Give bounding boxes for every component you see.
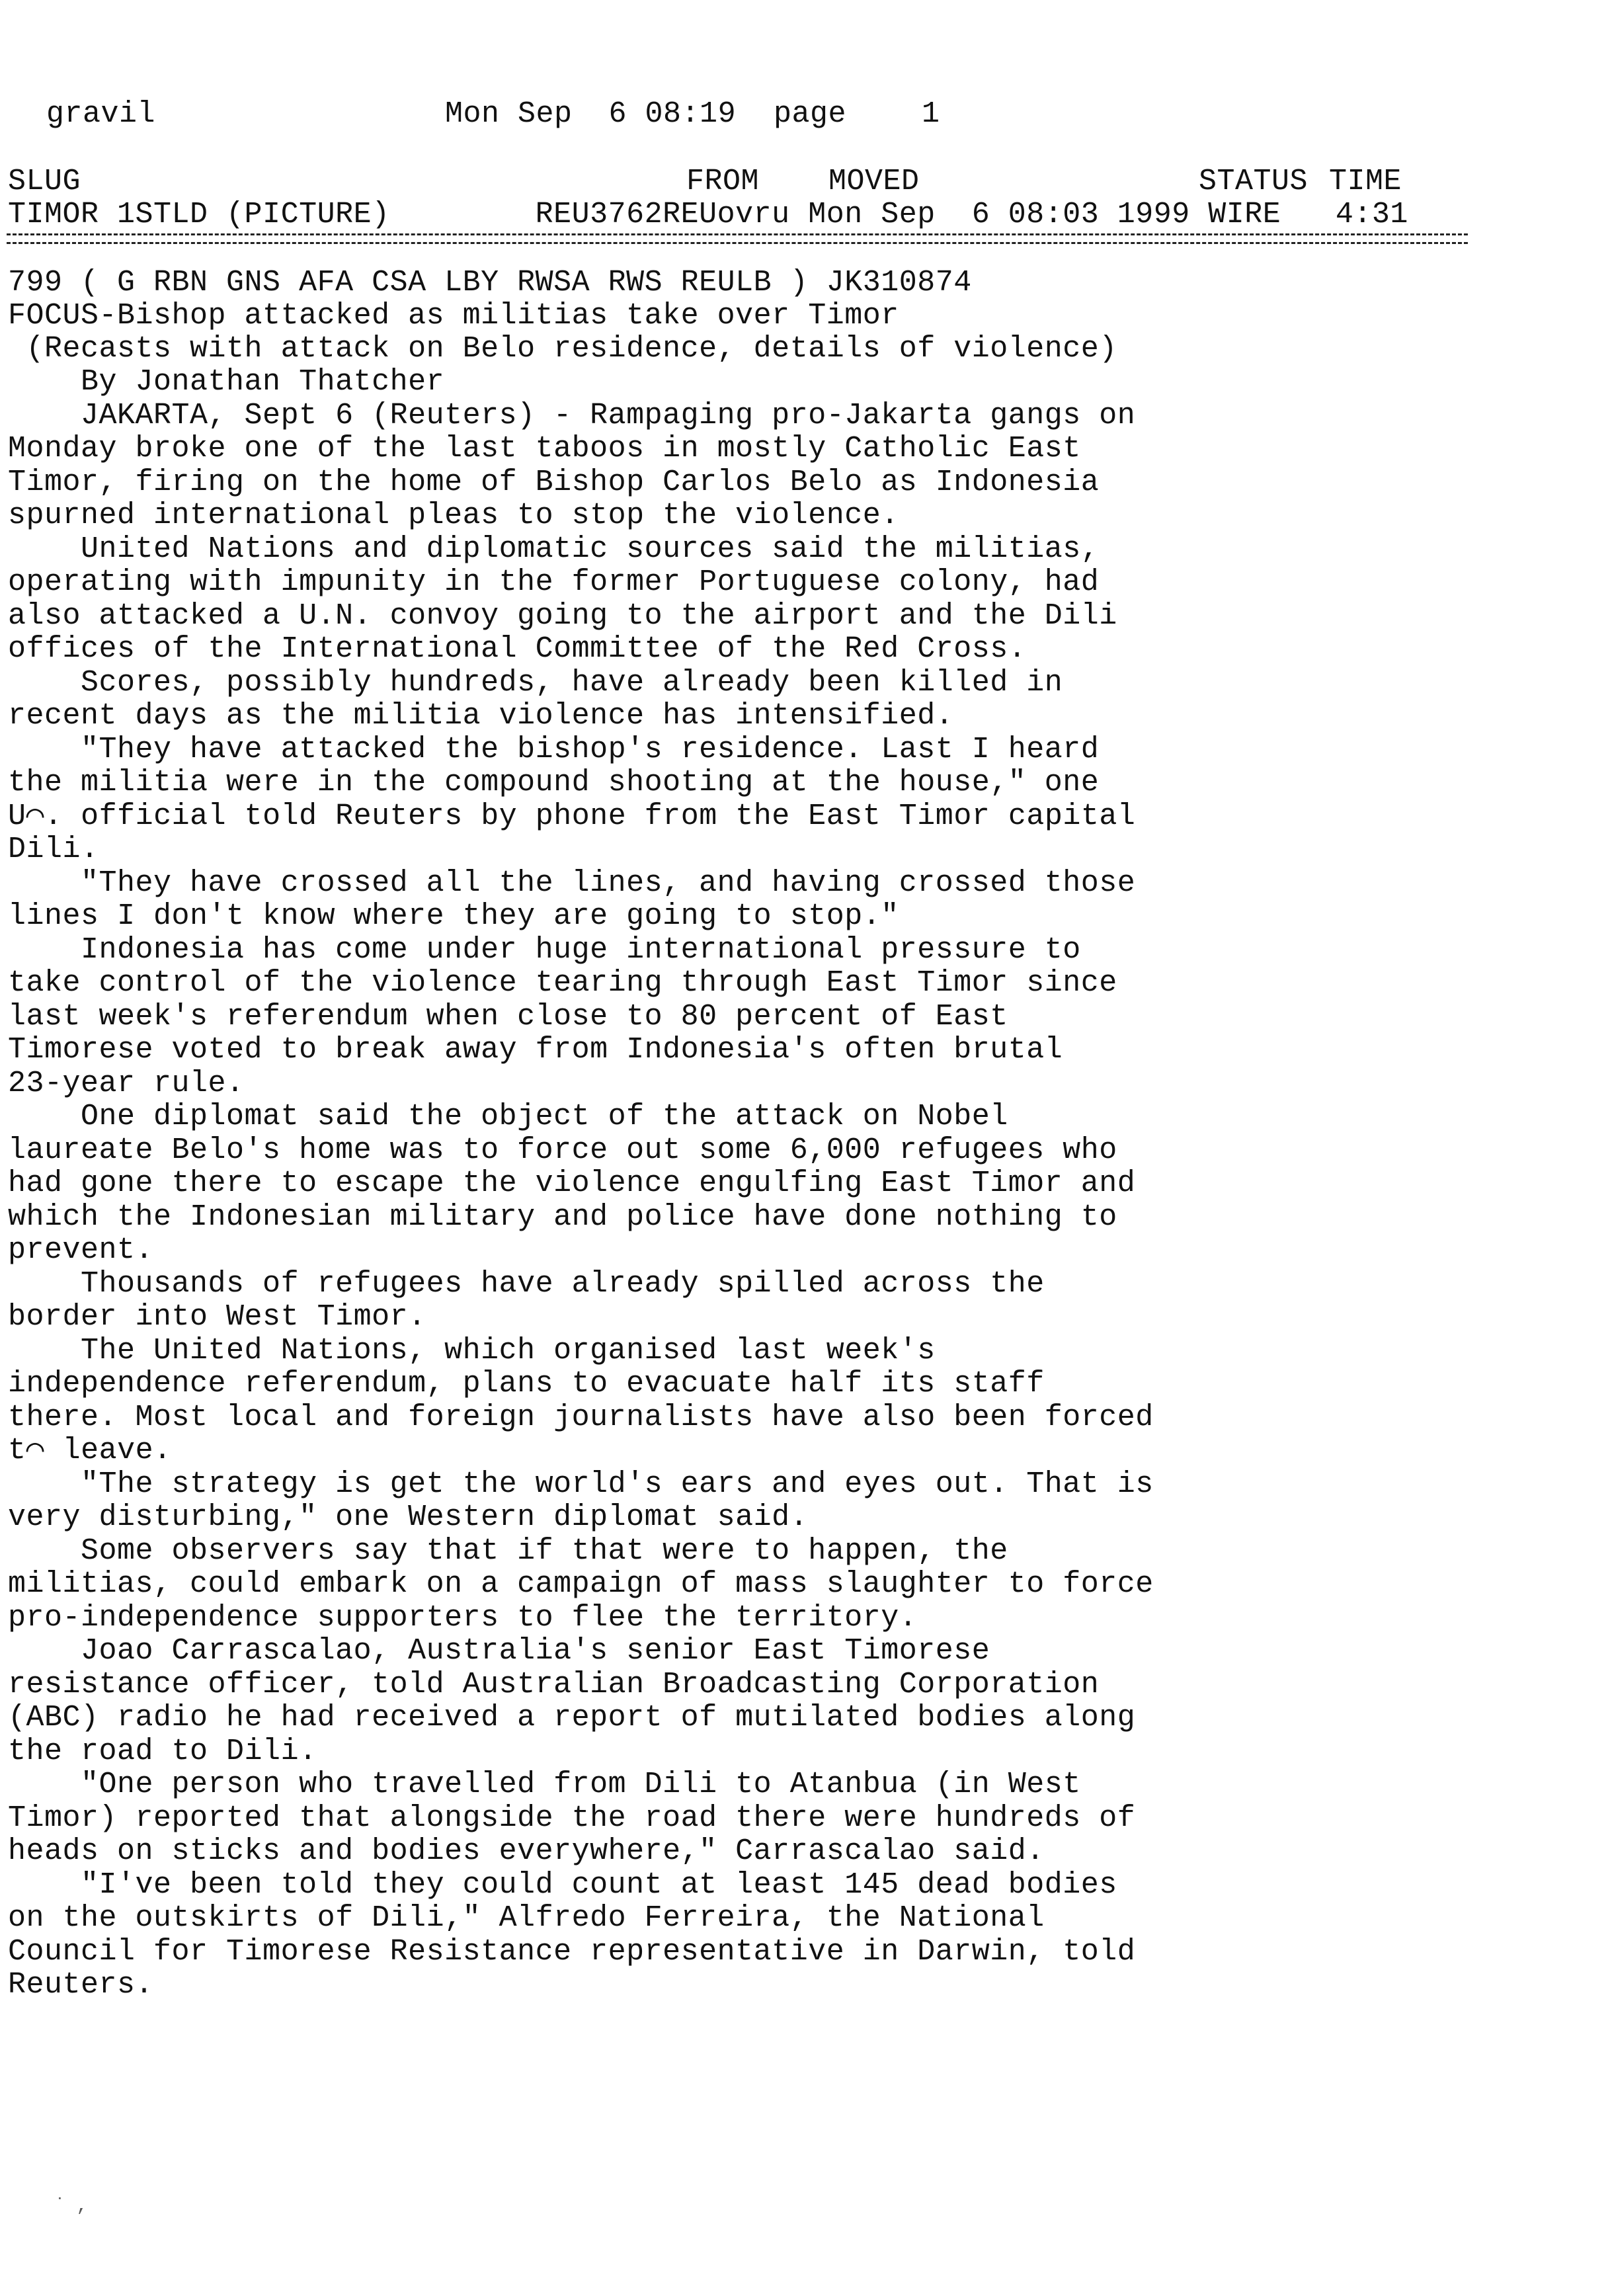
story-line: "The strategy is get the world's ears and eyes out. That is bbox=[8, 1467, 1154, 1501]
column-header-moved: MOVED bbox=[828, 165, 920, 198]
story-line: By Jonathan Thatcher bbox=[8, 365, 445, 399]
story-line: Scores, possibly hundreds, have already been killed in bbox=[8, 665, 1063, 700]
story-line: "One person who travelled from Dili to Atanbua (in West bbox=[8, 1768, 1081, 1801]
story-line: 23-year rule. bbox=[8, 1066, 245, 1100]
story-line: operating with impunity in the former Portuguese colony, had bbox=[8, 565, 1100, 599]
story-line: Timor) reported that alongside the road there were hundreds of bbox=[8, 1801, 1136, 1835]
story-line: Reuters. bbox=[8, 1968, 154, 2002]
story-line: Some observers say that if that were to happen, the bbox=[8, 1534, 1008, 1568]
story-line: the militia were in the compound shooting at the house," one bbox=[8, 766, 1100, 800]
story-line: Indonesia has come under huge international pressure to bbox=[8, 932, 1081, 967]
story-line: there. Most local and foreign journalists have also been forced bbox=[8, 1400, 1154, 1434]
page-mark: ˙ , bbox=[54, 2196, 88, 2217]
header-user: gravil bbox=[46, 97, 156, 131]
story-line: spurned international pleas to stop the violence. bbox=[8, 499, 899, 532]
story-line: Joao Carrascalao, Australia's senior East Timorese bbox=[8, 1634, 990, 1668]
story-line: U⌒. official told Reuters by phone from the East Timor capital bbox=[8, 799, 1136, 833]
story-line: Dili. bbox=[8, 833, 99, 866]
story-line: heads on sticks and bodies everywhere," Carrascalao said. bbox=[8, 1834, 1045, 1868]
story-line: Council for Timorese Resistance representative in Darwin, told bbox=[8, 1934, 1136, 1969]
story-line: on the outskirts of Dili," Alfredo Ferreira, the National bbox=[8, 1901, 1045, 1935]
headline: FOCUS-Bishop attacked as militias take over Timor bbox=[8, 299, 899, 333]
story-line: Timor, firing on the home of Bishop Carlos Belo as Indonesia bbox=[8, 465, 1100, 499]
story-line: militias, could embark on a campaign of mass slaughter to force bbox=[8, 1567, 1154, 1601]
story-line: resistance officer, told Australian Broadcasting Corporation bbox=[8, 1667, 1100, 1702]
header-page-number: 1 bbox=[922, 97, 940, 131]
separator-rule bbox=[7, 233, 1468, 244]
story-line: laureate Belo's home was to force out some 6,000 refugees who bbox=[8, 1133, 1117, 1167]
story-line: "I've been told they could count at least 145 dead bodies bbox=[8, 1867, 1117, 1902]
story-line: Timorese voted to break away from Indonesia's often brutal bbox=[8, 1033, 1063, 1067]
subheadline: (Recasts with attack on Belo residence, details of violence) bbox=[8, 332, 1117, 366]
story-line: The United Nations, which organised last week's bbox=[8, 1333, 936, 1368]
story-metadata-row: TIMOR 1STLD (PICTURE) REU3762REUovru Mon Sep 6 08:03 1999 WIRE 4:31 bbox=[8, 198, 1408, 231]
story-line: border into West Timor. bbox=[8, 1300, 426, 1334]
story-line: prevent. bbox=[8, 1233, 154, 1267]
header-date: Mon Sep 6 08:19 bbox=[445, 97, 737, 131]
story-line: "They have crossed all the lines, and having crossed those bbox=[8, 866, 1136, 900]
header-page-label: page bbox=[774, 97, 847, 131]
story-line: had gone there to escape the violence engulfing East Timor and bbox=[8, 1167, 1136, 1200]
story-line: very disturbing," one Western diplomat said. bbox=[8, 1500, 809, 1534]
story-line: (ABC) radio he had received a report of mutilated bodies along bbox=[8, 1701, 1136, 1735]
story-line: last week's referendum when close to 80 percent of East bbox=[8, 999, 1008, 1034]
story-line: "They have attacked the bishop's residence. Last I heard bbox=[8, 732, 1100, 766]
story-line: recent days as the militia violence has intensified. bbox=[8, 699, 954, 733]
story-line: the road to Dili. bbox=[8, 1734, 317, 1768]
routing-line: 799 ( G RBN GNS AFA CSA LBY RWSA RWS REULB ) JK310874 bbox=[8, 266, 972, 300]
column-header-from: FROM bbox=[686, 165, 760, 198]
story-line: United Nations and diplomatic sources said the militias, bbox=[8, 532, 1100, 566]
story-line: which the Indonesian military and police have done nothing to bbox=[8, 1200, 1117, 1234]
story-line: t⌒ leave. bbox=[8, 1434, 172, 1467]
column-header-slug: SLUG bbox=[8, 165, 81, 198]
story-line: JAKARTA, Sept 6 (Reuters) - Rampaging pro-Jakarta gangs on bbox=[8, 398, 1136, 432]
story-line: take control of the violence tearing through East Timor since bbox=[8, 966, 1117, 1000]
column-header-status: STATUS bbox=[1199, 165, 1308, 198]
story-line: lines I don't know where they are going to stop." bbox=[8, 899, 899, 933]
story-line: One diplomat said the object of the attack on Nobel bbox=[8, 1100, 1008, 1133]
story-line: pro-independence supporters to flee the territory. bbox=[8, 1600, 918, 1635]
story-line: offices of the International Committee of the Red Cross. bbox=[8, 632, 1027, 666]
story-line: Monday broke one of the last taboos in mostly Catholic East bbox=[8, 432, 1081, 466]
story-line: independence referendum, plans to evacuate half its staff bbox=[8, 1367, 1045, 1401]
story-line: Thousands of refugees have already spilled across the bbox=[8, 1266, 1045, 1301]
story-line: also attacked a U.N. convoy going to the airport and the Dili bbox=[8, 598, 1117, 633]
column-header-time: TIME bbox=[1329, 165, 1402, 198]
